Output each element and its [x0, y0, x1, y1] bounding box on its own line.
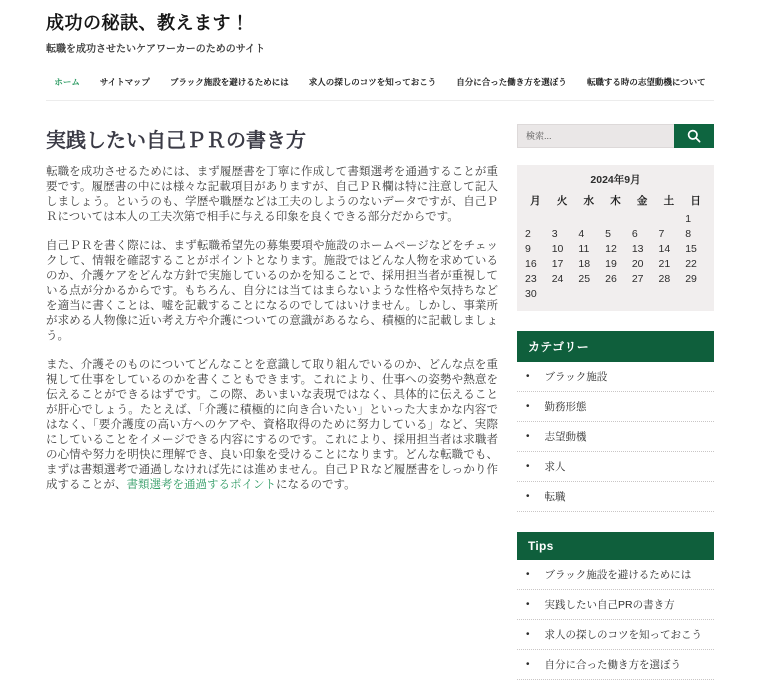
search-icon — [687, 129, 701, 143]
article-title: 実践したい自己ＰＲの書き方 — [46, 130, 306, 152]
category-link-work-format[interactable]: 勤務形態 — [544, 401, 587, 413]
calendar-day: 2 — [525, 227, 531, 240]
nav-item-job-search-tips[interactable]: 求人の探しのコツを知っておこう — [308, 77, 437, 87]
calendar-day: 19 — [605, 257, 617, 270]
calendar-day: 16 — [525, 257, 537, 270]
calendar-day — [602, 286, 629, 301]
bullet-icon: • — [526, 568, 530, 580]
calendar-day: 29 — [685, 272, 697, 285]
calendar-day — [682, 286, 709, 301]
bullet-icon: • — [526, 658, 530, 670]
tips-link-work-style[interactable]: 自分に合った働き方を選ぼう — [544, 659, 682, 671]
bullet-icon: • — [526, 460, 530, 472]
category-link-jobs[interactable]: 求人 — [544, 461, 566, 473]
nav-menu — [46, 67, 714, 100]
nav-item-work-style[interactable]: 自分に合った働き方を選ぼう — [456, 77, 567, 87]
bullet-icon: • — [526, 430, 530, 442]
pass-screening-link[interactable]: 書類選考を通過するポイント — [126, 479, 276, 491]
calendar-day: 14 — [658, 242, 671, 255]
calendar-day: 24 — [551, 272, 564, 285]
list-item — [517, 620, 714, 650]
calendar-day: 21 — [658, 257, 671, 270]
calendar-day — [602, 211, 629, 226]
calendar-day: 5 — [605, 227, 611, 240]
weekday-label: 金 — [636, 195, 648, 207]
tips-list — [517, 560, 714, 680]
page-container — [46, 0, 714, 680]
calendar-title: 2024年9月 — [590, 174, 641, 186]
site-tagline: 転職を成功させたいケアワーカーのためのサイト — [46, 44, 266, 55]
calendar-day: 15 — [685, 242, 697, 255]
article-paragraph-3 — [46, 358, 498, 493]
calendar-week-row — [522, 271, 709, 286]
list-item — [517, 362, 714, 392]
article-paragraph-2: 自己ＰＲを書く際には、まず転職希望先の募集要項や施設のホームページなどをチェックして、情報を確認することがポイントとなります。施設ではどんな人物を求めているのか、介護ケアをどんな方針で実施しているのかを知ることで、採用担当者が重視している点が分かるからです。もちろん、自分には当てはまらないような性格や気持ちなどを適当に書くことは、嘘を記載することになるのでしてはいけません。しかし、事業所が求める人物像に近い考え方や介護についての意識があるなら、積極的に記載しましょう。 — [46, 240, 498, 342]
calendar-day — [575, 286, 602, 301]
calendar-day: 18 — [578, 257, 591, 270]
list-item — [517, 482, 714, 512]
content-area — [46, 124, 714, 680]
calendar-day: 3 — [551, 227, 558, 240]
calendar-day: 12 — [605, 242, 617, 255]
nav-item-sitemap[interactable]: サイトマップ — [99, 77, 150, 87]
calendar-day — [522, 211, 549, 226]
calendar-week-row — [522, 211, 709, 226]
categories-widget — [517, 331, 714, 512]
calendar-day: 8 — [685, 227, 692, 240]
nav-item-home[interactable]: ホーム — [54, 77, 80, 87]
weekday-label: 月 — [530, 195, 541, 207]
bullet-icon: • — [526, 598, 530, 610]
bullet-icon: • — [526, 490, 530, 502]
calendar-widget — [517, 165, 714, 311]
calendar-day: 9 — [525, 242, 531, 255]
calendar-day: 20 — [631, 257, 644, 270]
tips-link-job-search[interactable]: 求人の探しのコツを知っておこう — [544, 629, 703, 641]
calendar-day: 22 — [685, 257, 697, 270]
search-button[interactable] — [674, 124, 714, 148]
calendar-day — [629, 211, 656, 226]
calendar-day: 25 — [578, 272, 591, 285]
calendar-week-row — [522, 241, 709, 256]
list-item — [517, 392, 714, 422]
site-title[interactable]: 成功の秘訣、教えます！ — [46, 13, 250, 33]
tips-link-self-pr[interactable]: 実践したい自己PRの書き方 — [544, 599, 675, 611]
categories-list — [517, 362, 714, 512]
main-nav — [46, 67, 714, 101]
calendar-week-row — [522, 226, 709, 241]
article — [46, 124, 498, 680]
calendar-day: 4 — [578, 227, 585, 240]
paragraph-text: また、介護そのものについてどんなことを意識して取り組んでいるのか、どんな点を重視して仕事をしているのかを書くこともできます。これにより、仕事への姿勢や熱意を伝えることができるはずです。この際、あいまいな表現ではなく、具体的に伝えることが肝心でしょう。たとえば、「介護に積極的に向き合いたい」といった大まかな内容ではなく、「要介護度の高い方へのケアや、資格取得のために努力している」など、実際にしていることをイメージできる内容にするのです。これにより、採用担当者は求職者の心情や努力を明快に理解でき、良い印象を受けることになります。どんな転職でも、まずは書類選考で通過しなければ先には進めません。自己ＰＲなど履歴書をしっかり作成することが、 — [46, 359, 498, 491]
site-header — [46, 0, 714, 55]
tips-link-avoid-black-facilities[interactable]: ブラック施設を避けるためには — [544, 569, 692, 581]
calendar-day: 7 — [658, 227, 665, 240]
calendar-day: 10 — [551, 242, 564, 255]
list-item — [517, 422, 714, 452]
calendar-day: 13 — [631, 242, 644, 255]
calendar-day — [656, 211, 683, 226]
calendar-day: 1 — [685, 212, 692, 225]
calendar-day — [549, 211, 576, 226]
calendar-day: 30 — [525, 287, 537, 300]
category-link-career-change[interactable]: 転職 — [544, 491, 566, 503]
category-link-black-facility[interactable]: ブラック施設 — [544, 371, 608, 383]
calendar-day — [629, 286, 656, 301]
sidebar — [517, 124, 714, 680]
bullet-icon: • — [526, 628, 530, 640]
calendar-day: 26 — [605, 272, 617, 285]
list-item — [517, 560, 714, 590]
calendar-week-row — [522, 256, 709, 271]
categories-widget-title: カテゴリー — [517, 331, 714, 362]
weekday-label: 火 — [556, 195, 568, 207]
weekday-label: 土 — [663, 195, 675, 207]
weekday-label: 水 — [583, 195, 594, 207]
nav-item-motivation[interactable]: 転職する時の志望動機について — [586, 77, 706, 87]
bullet-icon: • — [526, 370, 530, 382]
nav-item-avoid-black-facilities[interactable]: ブラック施設を避けるためには — [169, 77, 289, 87]
paragraph-text: になるのです。 — [276, 479, 356, 491]
calendar-day: 23 — [525, 272, 537, 285]
calendar-day — [656, 286, 683, 301]
calendar-week-row — [522, 286, 709, 301]
category-link-motivation[interactable]: 志望動機 — [544, 431, 587, 443]
calendar-day: 6 — [631, 227, 638, 240]
weekday-label: 木 — [610, 195, 621, 207]
tips-widget-title: Tips — [517, 532, 714, 560]
calendar-day — [549, 286, 576, 301]
calendar-day: 27 — [631, 272, 644, 285]
calendar-day — [575, 211, 602, 226]
calendar-day: 11 — [578, 242, 590, 255]
calendar-day: 28 — [658, 272, 671, 285]
article-paragraph-1: 転職を成功させるためには、まず履歴書を丁寧に作成して書類選考を通過することが重要です。履歴書の中には様々な記載項目がありますが、自己ＰＲ欄は特に注意して記入しましょう。というのも、学歴や職歴などは工夫のしようのないデータですが、自己ＰＲについては本人の工夫次第で相手に与える印象を良くできる部分だからです。 — [46, 166, 498, 223]
list-item — [517, 590, 714, 620]
tips-widget — [517, 532, 714, 680]
calendar-day: 17 — [551, 257, 564, 270]
search-input[interactable] — [517, 124, 674, 148]
list-item — [517, 452, 714, 482]
calendar-table — [522, 190, 709, 301]
list-item — [517, 650, 714, 680]
search-form — [517, 124, 714, 148]
calendar-weekday-row — [522, 190, 709, 211]
bullet-icon: • — [526, 400, 530, 412]
weekday-label: 日 — [690, 195, 701, 207]
